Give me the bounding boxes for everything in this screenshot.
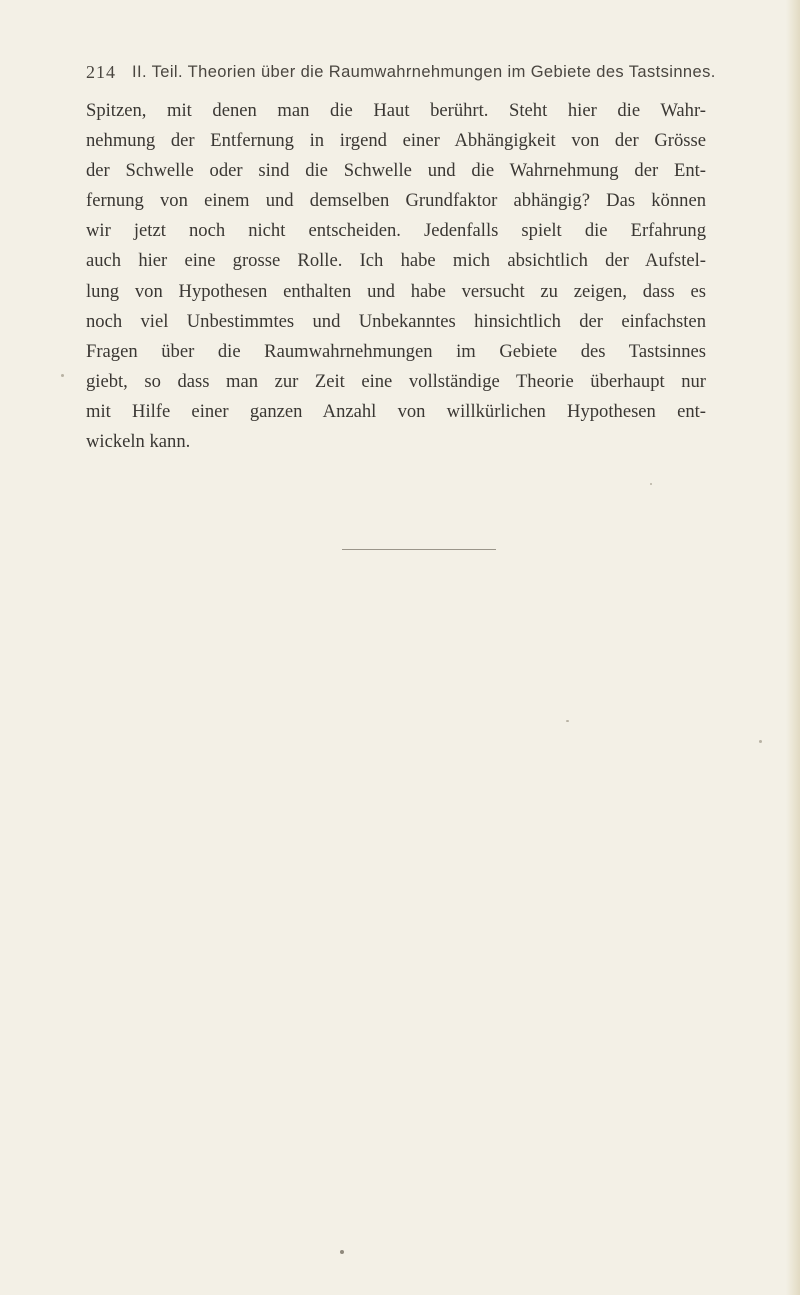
text-line: wir jetzt noch nicht entscheiden. Jedenfalls spielt die Erfahrung — [86, 220, 706, 242]
paper-speck — [566, 720, 569, 722]
text-line: fernung von einem und demselben Grundfaktor abhängig? Das können — [86, 190, 706, 212]
text-line: der Schwelle oder sind die Schwelle und die Wahrnehmung der Ent- — [86, 160, 706, 182]
paper-speck — [340, 1250, 344, 1254]
running-head — [86, 62, 716, 86]
section-end-rule — [342, 549, 496, 550]
running-title: II. Teil. Theorien über die Raumwahrnehmungen im Gebiete des Tastsinnes. — [132, 63, 716, 81]
page-number: 214 — [86, 62, 116, 82]
paper-speck — [759, 740, 762, 743]
text-line: nehmung der Entfernung in irgend einer Abhängigkeit von der Grösse — [86, 130, 706, 152]
text-line: Fragen über die Raumwahrnehmungen im Gebiete des Tastsinnes — [86, 340, 706, 362]
text-line: noch viel Unbestimmtes und Unbekanntes hinsichtlich der einfachsten — [86, 310, 706, 332]
text-line: lung von Hypothesen enthalten und habe versucht zu zeigen, dass es — [86, 280, 706, 302]
text-line: mit Hilfe einer ganzen Anzahl von willkürlichen Hypothesen ent- — [86, 400, 706, 422]
paper-speck — [61, 374, 64, 377]
page-edge — [786, 0, 800, 1295]
paper-speck — [650, 483, 652, 485]
text-line: giebt, so dass man zur Zeit eine vollständige Theorie überhaupt nur — [86, 370, 706, 392]
text-line: wickeln kann. — [86, 431, 191, 453]
body-paragraph — [86, 96, 706, 457]
text-line: Spitzen, mit denen man die Haut berührt. Steht hier die Wahr- — [86, 100, 706, 121]
text-line: auch hier eine grosse Rolle. Ich habe mich absichtlich der Aufstel- — [86, 250, 706, 272]
